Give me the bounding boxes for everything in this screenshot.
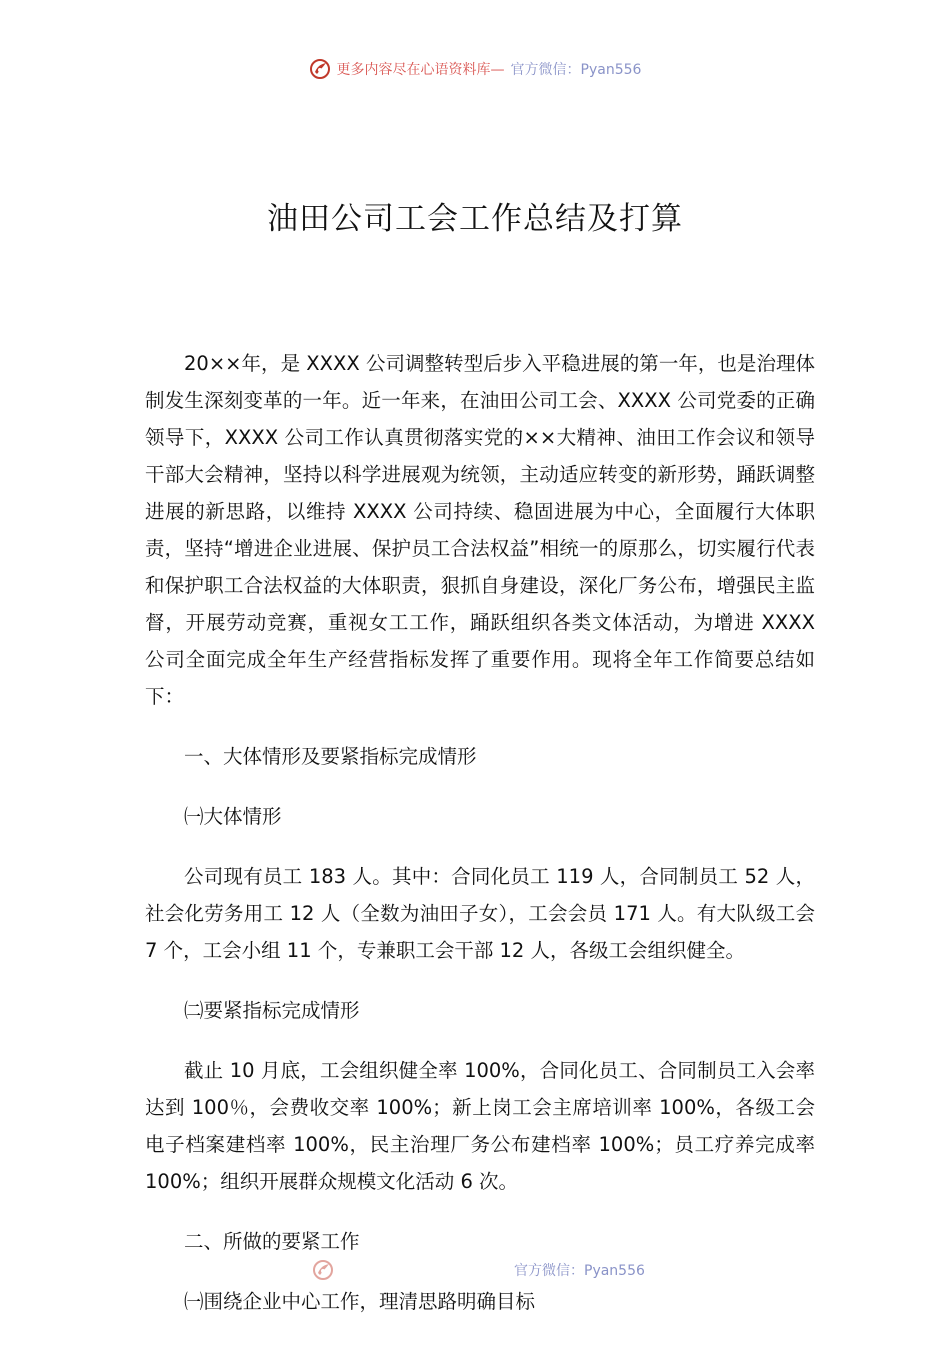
- subsection-3-heading: ㈠围绕企业中心工作，理清思路明确目标: [184, 1290, 536, 1313]
- logo-icon: [309, 58, 331, 80]
- subsection-1-heading: ㈠大体情形: [184, 805, 282, 828]
- document-body: [145, 345, 815, 1320]
- page-title: 油田公司工会工作总结及打算: [267, 201, 683, 237]
- watermark-blue-text: 官方微信：Pyan556: [510, 62, 642, 78]
- subsection-1-paragraph: 公司现有员工 183 人。其中：合同化员工 119 人，合同制员工 52 人，社会化劳务用工 12 人（全数为油田子女），工会会员 171 人。有大队级工会 7 个，工会小组 11 个，专兼职工会干部 12 人，各级工会组织健全。: [145, 865, 815, 962]
- subsection-2-heading: ㈡要紧指标完成情形: [184, 999, 360, 1022]
- section-1-heading: 一、大体情形及要紧指标完成情形: [184, 745, 477, 768]
- header-watermark: [0, 56, 950, 82]
- logo-icon: [312, 1259, 334, 1281]
- watermark-blue-text: 官方微信：Pyan556: [514, 1263, 645, 1279]
- section-2-heading: 二、所做的要紧工作: [184, 1230, 360, 1253]
- subsection-2-paragraph: 截止 10 月底，工会组织健全率 100%，合同化员工、合同制员工入会率达到 100％，会费收交率 100%；新上岗工会主席培训率 100%，各级工会电子档案建档率 100%，民主治理厂务公布建档率 100%；员工疗养完成率 100%；组织开展群众规模文化活动 6 次。: [145, 1059, 815, 1193]
- intro-paragraph: 20××年，是 XXXX 公司调整转型后步入平稳进展的第一年，也是治理体制发生深刻变革的一年。近一年来，在油田公司工会、XXXX 公司党委的正确领导下，XXXX 公司工作认真贯彻落实党的××大精神、油田工作会议和领导干部大会精神，坚持以科学进展观为统领，主动适应转变的新形势，踊跃调整进展的新思路，以维持 XXXX 公司持续、稳固进展为中心，全面履行大体职责，坚持“增进企业进展、保护员工合法权益”相统一的原那么，切实履行代表和保护职工合法权益的大体职责，狠抓自身建设，深化厂务公布，增强民主监督，开展劳动竞赛，重视女工工作，踊跃组织各类文体活动，为增进 XXXX 公司全面完成全年生产经营指标发挥了重要作用。现将全年工作简要总结如下：: [145, 352, 815, 708]
- footer-watermark: [0, 1257, 950, 1283]
- watermark-red-text: 更多内容尽在心语资料库—: [336, 62, 505, 78]
